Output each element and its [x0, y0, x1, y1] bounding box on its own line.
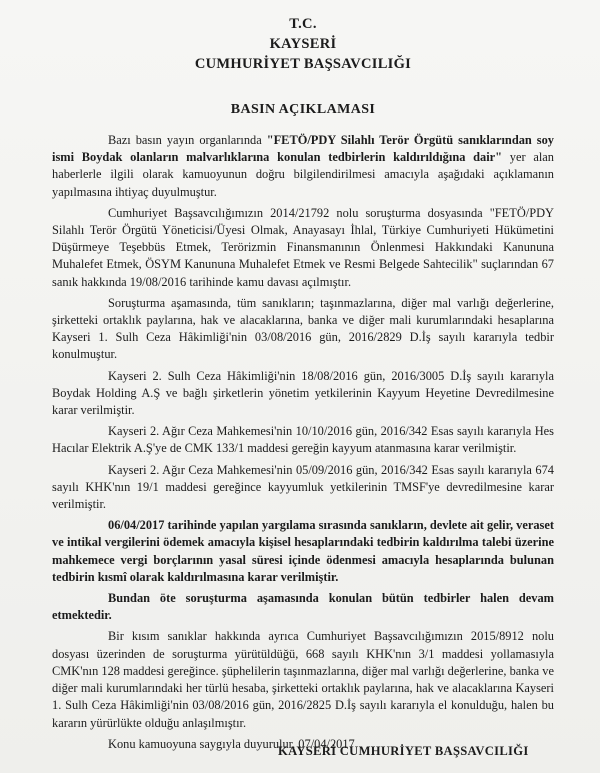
- paragraph-6: Kayseri 2. Ağır Ceza Mahkemesi'nin 05/09/2016 gün, 2016/342 Esas sayılı kararıyla 674 sayılı KHK'nın 19/1 maddesi gereğince kayyumluk yetkilerinin TMSF'ye devredilmesine karar verilmiştir.: [52, 462, 554, 512]
- paragraph-9: Bir kısım sanıklar hakkında ayrıca Cumhuriyet Başsavcılığımızın 2015/8912 nolu dosyası üzerinden de soruşturma yürütüldüğü, 668 sayılı KHK'nın 3/1 maddesi yollamasıyla CMK'nın 128 maddesi gereğince. şüphelilerin taşınmazlarına, diğer mal varlığı değerlerine, banka ve diğer mali kurumlarındaki her türlü hesaba, şirketteki ortaklık paylarına, hak ve alacaklarına Kayseri 1. Sulh Ceza Hâkimliği'nin 03/08/2016 gün, 2016/2825 D.İş sayılı kararıyla el konulduğu, halen bu kararın yürürlükte olduğu anlaşılmıştır.: [52, 629, 554, 730]
- document-header: [52, 14, 554, 74]
- paragraph-1-quote: "FETÖ/PDY Silahlı Terör Örgütü sanıklarından soy ismi Boydak olanların malvarlıklarına konulan tedbirlerin kaldırıldığına dair": [52, 133, 554, 165]
- paragraph-3: Soruşturma aşamasında, tüm sanıkların; taşınmazlarına, diğer mal varlığı değerlerine, şirketteki ortaklık paylarına, hak ve alacaklarına, banka ve diğer mali kurumlarındaki hesaplarına Kayseri 1. Sulh Ceza Hâkimliği'nin 03/08/2016 gün, 2016/2829 D.İş sayılı kararıyla tedbir konulmuştur.: [52, 295, 554, 362]
- paragraph-1-intro: Bazı basın yayın organlarında: [108, 133, 267, 147]
- paragraph-1-rest: yer alan haberlerle ilgili olarak kamuoyunun doğru bilgilendirilmesi amacıyla aşağıdaki açıklamanın yapılmasına ihtiyaç duyulmuştur.: [52, 150, 554, 199]
- paragraph-5: Kayseri 2. Ağır Ceza Mahkemesi'nin 10/10/2016 gün, 2016/342 Esas sayılı kararıyla Hes Hacılar Elektrik A.Ş'ye de CMK 133/1 maddesi gereğin kayyum atanmasına karar verilmiştir.: [52, 424, 554, 456]
- paragraph-2: Cumhuriyet Başsavcılığımızın 2014/21792 nolu soruşturma dosyasında "FETÖ/PDY Silahlı Terör Örgütü Yöneticisi/Üyesi Olmak, Anayasayı İhlal, Türkiye Cumhuriyeti Hükümetini Düşürmeye Teşebbüs Etmek, Terörizmin Finansmanının Önlenmesi Hakkındaki Kanununa Muhalefet Etmek, ÖSYM Kanununa Muhalefet Etmek ve Resmi Belgede Sahtecilik" suçlarından 67 sanık hakkında 19/08/2016 tarihinde kamu davası açılmıştır.: [52, 205, 554, 289]
- paragraph-7: 06/04/2017 tarihinde yapılan yargılama sırasında sanıkların, devlete ait gelir, veraset ve intikal vergilerini ödemek amacıyla kişisel hesaplarındaki tedbirin kaldırılma talebi üzerine mahkemece vergi borçlarının yasal süresi içinde ödenmesi amacıyla hesaplarında bulunan tedbirin kısmî olarak kaldırılmasına karar verilmiştir.: [52, 518, 554, 584]
- header-office: CUMHURİYET BAŞSAVCILIĞI: [194, 56, 412, 72]
- document-title: BASIN AÇIKLAMASI: [230, 102, 376, 117]
- signature-office: KAYSERİ CUMHURİYET BAŞSAVCILIĞI: [278, 744, 529, 758]
- paragraph-1: [52, 132, 554, 201]
- header-city: KAYSERİ: [269, 36, 337, 52]
- document-body: [52, 132, 554, 753]
- paragraph-10: Konu kamuoyuna saygıyla duyurulur. 07/04/2017: [108, 736, 355, 751]
- header-tc: T.C.: [289, 16, 317, 32]
- paragraph-4: Kayseri 2. Sulh Ceza Hâkimliği'nin 18/08/2016 gün, 2016/3005 D.İş sayılı kararıyla Boydak Holding A.Ş ve bağlı şirketlerin yönetim yetkilerinin Kayyum Heyetine Devredilmesine karar verilmiştir.: [52, 368, 554, 418]
- paragraph-8: Bundan öte soruşturma aşamasında konulan bütün tedbirler halen devam etmektedir.: [52, 591, 554, 623]
